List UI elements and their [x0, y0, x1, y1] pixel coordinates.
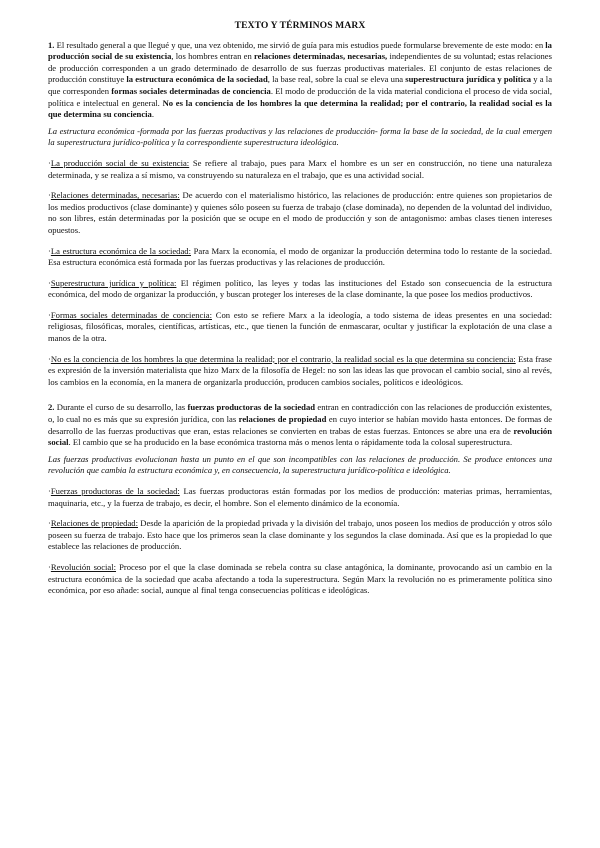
bold-term: superestructura jurídica y política — [405, 74, 532, 85]
section-2-number: 2. — [48, 402, 55, 413]
text-run: , la base real, sobre la cual se eleva una — [267, 74, 406, 85]
text-run: Durante el curso de su desarrollo, las — [54, 402, 188, 413]
definition-item: ·Formas sociales determinadas de conciencia: Con esto se refiere Marx a la ideología, a todo sistema de ideas presentes en una sociedad: religiosas, filosóficas, morales, científicas, artísticas, etc., que tienen la función de enmascarar, ocultar y justificar la explotación de una clase a manos de la otra. — [48, 309, 552, 344]
definition-item: ·La producción social de su existencia: Se refiere al trabajo, pues para Marx el hombre es un ser en construcción, no tiene una naturaleza determinada, y se realiza a sí mismo, va construyendo su naturaleza en el trabajo, que es una actividad social. — [48, 157, 552, 180]
definition-text: Para Marx la economía, el modo de organizar la producción determina todo lo restante de la sociedad. Esa estructura económica está formada por las fuerzas productivas y las relaciones de producción. — [48, 245, 552, 268]
text-run: independientes de su voluntad; estas relaciones de producción corresponden a un grado determinado de desarrollo de sus fuerzas productivas materiales. El conjunto de estas relaciones de producción constituye — [48, 51, 552, 85]
bold-term: formas sociales determinadas de conciencia — [111, 85, 271, 96]
bold-term: relaciones determinadas, necesarias, — [253, 51, 388, 62]
summary-note-1: La estructura económica -formada por las fuerzas productivas y las relaciones de producción- forma la base de la sociedad, de la cual emergen la superestructura jurídico-política y la correspondiente superestructura ideológica. — [48, 125, 552, 148]
definition-term: Fuerzas productoras de la sociedad: — [50, 486, 180, 496]
bold-term: la estructura económica de la sociedad — [126, 74, 268, 85]
definition-term: Superestructura jurídica y política: — [50, 277, 177, 288]
definition-text: Proceso por el que la clase dominada se rebela contra su clase antagónica, la dominante, provocando así un cambio en la estructura económica de la sociedad que acaba afectando a toda la superestructura. Según Marx la revolución no es primeramente política sino económica, por eso añade: social, aunque al final tenga consecuencias políticas e ideológicas. — [48, 561, 553, 596]
definition-text: Desde la aparición de la propiedad privada y la división del trabajo, unos poseen los medios de producción y otros sólo poseen su fuerza de trabajo. Esto hace que los primeros sean la clase dominante y los segundos la clase dominada. Así que es la propiedad lo que establece las relaciones de producción. — [48, 518, 552, 552]
text-run: y a la que corresponden — [48, 74, 553, 96]
section-1-paragraph — [48, 40, 552, 121]
definition-text: Las fuerzas productoras están formadas por los medios de producción: materias primas, herramientas, maquinaria, etc., y la fuerza de trabajo, es decir, el hombre. Son el elemento dinámico de la economía. — [48, 486, 552, 508]
summary-note-2: Las fuerzas productivas evolucionan hasta un punto en el que son incompatibles con las relaciones de producción. Se produce entonces una revolución que cambia la estructura económica y, en consecuencia, la superestructura jurídico-política e ideológica. — [48, 453, 552, 476]
definition-text: De acuerdo con el materialismo histórico, las relaciones de producción: entre quienes son propietarios de los medios productivos (clase dominante) y quienes sólo poseen su fuerza de trabajo (clase dominada), no dependen de la voluntad del individuo, no son libres, están determinadas por la posición que se ocupe en el modo de producción y son de antagonismo: ambas clases tienen intereses opuestos. — [48, 190, 553, 235]
definition-item: ·Revolución social: Proceso por el que la clase dominada se rebela contra su clase antagónica, la dominante, provocando así un cambio en la estructura económica de la sociedad que acaba afectando a toda la superestructura. Según Marx la revolución no es primeramente política sino económica, por eso añade: social, aunque al final tenga consecuencias políticas e ideológicas. — [48, 561, 553, 596]
definition-term: Formas sociales determinadas de conciencia: — [50, 309, 212, 320]
text-run: entran en contradicción con las relaciones de producción existentes, o, lo cual no es más que su expresión jurídica, con las — [48, 402, 553, 425]
section-1-number: 1. — [48, 39, 55, 50]
definition-text: Se refiere al trabajo, pues para Marx el hombre es un ser en construcción, no tiene una naturaleza determinada, y se realiza a sí mismo, va construyendo su naturaleza en el trabajo, que es una actividad social. — [48, 157, 552, 180]
definition-item: ·Relaciones de propiedad: Desde la aparición de la propiedad privada y la división del trabajo, unos poseen los medios de producción y otros sólo poseen su fuerza de trabajo. Esto hace que los primeros sean la clase dominante y los segundos la clase dominada. Así que es la propiedad lo que establece las relaciones de producción. — [48, 518, 552, 552]
bold-term: relaciones de propiedad — [238, 414, 327, 425]
definition-term: No es la conciencia de los hombres la que determina la realidad; por el contrario, la realidad social es la que determina su conciencia: — [50, 353, 516, 364]
bold-term: fuerzas productoras de la sociedad — [187, 402, 316, 413]
page-title: TEXTO Y TÉRMINOS MARX — [234, 20, 366, 31]
text-run: El resultado general a que llegué y que, una vez obtenido, me sirvió de guía para mis estudios puede formularse brevemente de este modo: en — [56, 39, 546, 50]
definition-text: Con esto se refiere Marx a la ideología, a todo sistema de ideas presentes en una sociedad: religiosas, filosóficas, morales, científicas, artísticas, etc., que tienen la función de enmascarar, ocultar y justificar la explotación de una clase a manos de la otra. — [48, 309, 552, 344]
text-run: . El modo de producción de la vida material condiciona el proceso de vida social, política e intelectual en general. — [48, 85, 552, 108]
bold-term: la producción social de su existencia — [48, 39, 552, 62]
text-run: en cuyo interior se habían movido hasta entonces. De formas de desarrollo de las fuerzas productivas que eran, estas relaciones se convierten en trabas de estas fuerzas. Entonces se abre una era de — [48, 414, 553, 436]
definition-term: Relaciones de propiedad: — [50, 518, 138, 529]
bold-term: revolución social — [48, 425, 552, 448]
definition-term: La estructura económica de la sociedad: — [50, 245, 191, 256]
definition-text: Esta frase es expresión de la inversión materialista que hizo Marx de la filosofía de Hegel: no son las ideas las que provocan el cambio social, sino al revés, los cambios en la economía, en la manera de organizarla producción, producen cambios sociales, políticos e ideológicos. — [48, 353, 552, 387]
definition-item: ·Superestructura jurídica y política: El régimen político, las leyes y todas las instituciones del Estado son consecuencia de la estructura económica, del modo de organizar la producción, y buscan proteger los intereses de la clase dominante, la que posee los medios productivos. — [48, 277, 552, 300]
text-run: , los hombres entran en — [171, 51, 254, 62]
section-2-paragraph — [48, 402, 552, 448]
definition-text: El régimen político, las leyes y todas las instituciones del Estado son consecuencia de la estructura económica, del modo de organizar la producción, y buscan proteger los intereses de la clase dominante, la que posee los medios productivos. — [48, 277, 552, 300]
bold-term: No es la conciencia de los hombres la que determina la realidad; por el contrario, la realidad social es la que determina su conciencia — [48, 97, 552, 120]
definition-term: Revolución social: — [50, 561, 117, 572]
definition-item: ·Relaciones determinadas, necesarias: De acuerdo con el materialismo histórico, las relaciones de producción: entre quienes son propietarios de los medios productivos (clase dominante) y quienes sólo poseen su fuerza de trabajo (clase dominada), no dependen de la voluntad del individuo, no son libres, están determinadas por la posición que se ocupe en el modo de producción y son de antagonismo: ambas clases tienen intereses opuestos. — [48, 190, 553, 235]
definition-term: La producción social de su existencia: — [50, 157, 190, 168]
text-run: . — [151, 109, 154, 120]
definition-item: ·La estructura económica de la sociedad: Para Marx la economía, el modo de organizar la producción determina todo lo restante de la sociedad. Esa estructura económica está formada por las fuerzas productivas y las relaciones de producción. — [48, 245, 552, 268]
text-run: . El cambio que se ha producido en la base económica trastorna más o menos lenta o rápidamente toda la colosal superestructura. — [68, 437, 513, 448]
definition-term: Relaciones determinadas, necesarias: — [50, 190, 180, 201]
definition-item: ·Fuerzas productoras de la sociedad: Las fuerzas productoras están formadas por los medios de producción: materias primas, herramientas, maquinaria, etc., y la fuerza de trabajo, es decir, el hombre. Son el elemento dinámico de la economía. — [48, 486, 552, 508]
definition-item: ·No es la conciencia de los hombres la que determina la realidad; por el contrario, la realidad social es la que determina su conciencia: Esta frase es expresión de la inversión materialista que hizo Marx de la filosofía de Hegel: no son las ideas las que provocan el cambio social, sino al revés, los cambios en la economía, en la manera de organizarla producción, producen cambios sociales, políticos e ideológicos. — [48, 353, 552, 387]
